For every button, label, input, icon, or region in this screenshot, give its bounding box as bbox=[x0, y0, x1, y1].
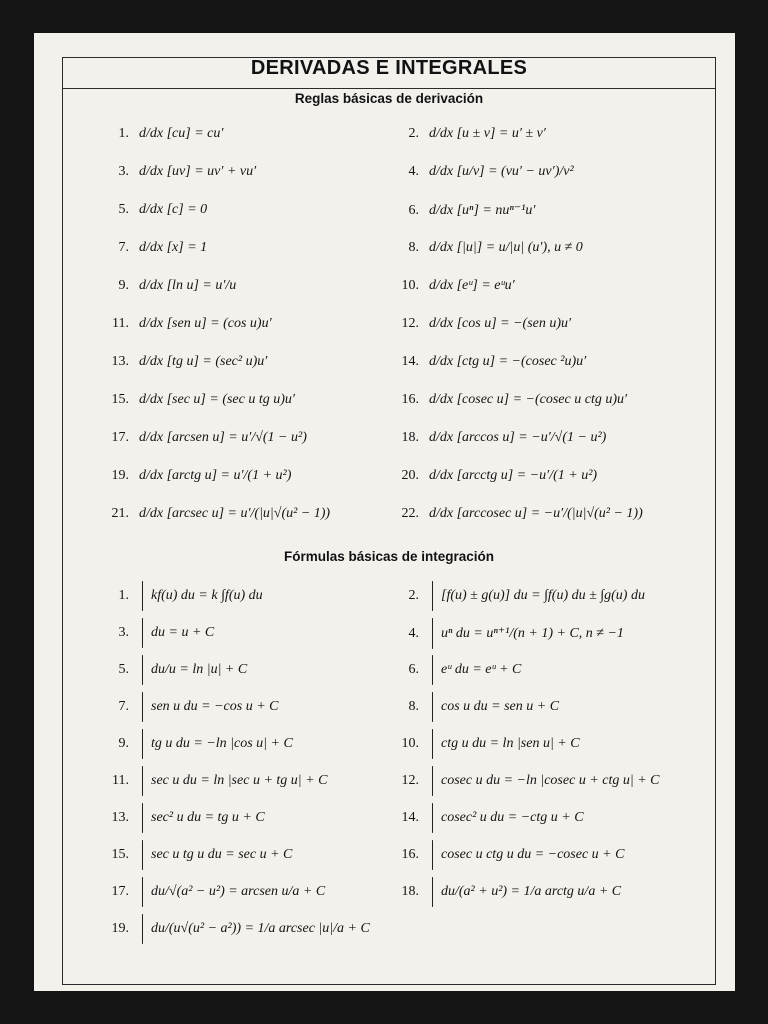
derivative-rule-number: 2. bbox=[408, 126, 419, 141]
integral-formula-4 bbox=[389, 625, 624, 642]
derivative-rule-8 bbox=[389, 240, 583, 256]
integral-formula-formula: du = u + C bbox=[139, 625, 214, 641]
integration-heading: Fórmulas básicas de integración bbox=[283, 549, 495, 564]
derivative-rule-number: 19. bbox=[111, 468, 129, 483]
derivative-rule-number: 14. bbox=[401, 354, 419, 369]
derivation-heading: Reglas básicas de derivación bbox=[294, 91, 484, 106]
derivative-rule-2 bbox=[389, 126, 546, 142]
integral-formula-number: 9. bbox=[118, 736, 129, 751]
derivative-rule-formula: d/dx [eᵘ] = eᵘu′ bbox=[429, 278, 515, 293]
derivative-rule-9 bbox=[99, 278, 236, 294]
integral-formula-number: 3. bbox=[118, 625, 129, 640]
scanned-page bbox=[34, 33, 735, 991]
integral-formula-number: 13. bbox=[111, 810, 129, 825]
integral-formula-number: 12. bbox=[401, 773, 419, 788]
derivative-rule-5 bbox=[99, 202, 207, 218]
integral-formula-10 bbox=[389, 736, 580, 752]
integral-formula-15 bbox=[99, 847, 292, 863]
derivative-rule-number: 11. bbox=[112, 316, 129, 331]
derivative-rule-number: 10. bbox=[401, 278, 419, 293]
derivative-rule-number: 15. bbox=[111, 392, 129, 407]
integral-formula-12 bbox=[389, 773, 660, 789]
derivative-rule-formula: d/dx [uⁿ] = nuⁿ⁻¹u′ bbox=[429, 203, 536, 218]
integral-formula-formula: sec² u du = tg u + C bbox=[139, 810, 265, 826]
derivative-rule-formula: d/dx [arccos u] = −u′/√(1 − u²) bbox=[429, 430, 607, 445]
integral-formula-number: 6. bbox=[408, 662, 419, 677]
integral-formula-number: 2. bbox=[408, 588, 419, 603]
integral-formula-number: 10. bbox=[401, 736, 419, 751]
integral-formula-19 bbox=[99, 921, 370, 937]
integral-formula-formula: sec u tg u du = sec u + C bbox=[139, 847, 292, 863]
integral-formula-formula: du/(a² + u²) = 1/a arctg u/a + C bbox=[429, 884, 621, 900]
derivative-rule-number: 4. bbox=[408, 164, 419, 179]
derivative-rule-1 bbox=[99, 126, 223, 142]
derivative-rule-formula: d/dx [cosec u] = −(cosec u ctg u)u′ bbox=[429, 392, 628, 407]
derivative-rule-number: 3. bbox=[118, 164, 129, 179]
derivative-rule-number: 18. bbox=[401, 430, 419, 445]
integral-formula-formula: cosec² u du = −ctg u + C bbox=[429, 810, 584, 826]
derivative-rule-20 bbox=[389, 468, 597, 484]
derivative-rule-18 bbox=[389, 430, 606, 446]
integral-formula-formula: sen u du = −cos u + C bbox=[139, 699, 279, 715]
page-frame bbox=[62, 57, 716, 985]
integral-formula-number: 5. bbox=[118, 662, 129, 677]
derivative-rule-14 bbox=[389, 354, 586, 370]
integral-formula-11 bbox=[99, 773, 327, 789]
integral-formula-number: 4. bbox=[408, 625, 419, 641]
title-divider bbox=[63, 88, 715, 89]
derivative-rule-formula: d/dx [ctg u] = −(cosec ²u)u′ bbox=[429, 354, 587, 369]
derivative-rule-19 bbox=[99, 468, 291, 484]
integral-formula-14 bbox=[389, 810, 584, 826]
integral-formula-formula: ctg u du = ln |sen u| + C bbox=[429, 736, 580, 752]
derivative-rule-number: 9. bbox=[118, 278, 129, 293]
integral-formula-8 bbox=[389, 699, 559, 715]
derivative-rule-number: 21. bbox=[111, 506, 129, 521]
derivative-rule-4 bbox=[389, 164, 574, 180]
integral-formula-7 bbox=[99, 699, 279, 715]
integral-formula-6 bbox=[389, 662, 521, 678]
integral-formula-formula: uⁿ du = uⁿ⁺¹/(n + 1) + C, n ≠ −1 bbox=[429, 625, 624, 642]
derivative-rule-formula: d/dx [arcctg u] = −u′/(1 + u²) bbox=[429, 468, 598, 483]
derivative-rule-number: 5. bbox=[118, 202, 129, 217]
integral-formula-number: 18. bbox=[401, 884, 419, 899]
derivative-rule-13 bbox=[99, 354, 267, 370]
integral-formula-number: 7. bbox=[118, 699, 129, 714]
derivative-rule-formula: d/dx [arcsen u] = u′/√(1 − u²) bbox=[139, 430, 307, 445]
derivative-rule-formula: d/dx [arcsec u] = u′/(|u|√(u² − 1)) bbox=[139, 506, 331, 521]
derivative-rule-3 bbox=[99, 164, 256, 180]
derivative-rule-formula: d/dx [arctg u] = u′/(1 + u²) bbox=[139, 468, 292, 483]
derivative-rule-21 bbox=[99, 506, 330, 522]
integral-formula-5 bbox=[99, 662, 247, 678]
integral-formula-number: 16. bbox=[401, 847, 419, 862]
integral-formula-number: 8. bbox=[408, 699, 419, 714]
derivative-rule-12 bbox=[389, 316, 571, 332]
derivative-rule-number: 7. bbox=[118, 240, 129, 255]
integral-formula-formula: cos u du = sen u + C bbox=[429, 699, 559, 715]
integral-formula-3 bbox=[99, 625, 214, 641]
derivative-rule-formula: d/dx [ln u] = u′/u bbox=[139, 278, 237, 293]
derivative-rule-formula: d/dx [cu] = cu′ bbox=[139, 126, 224, 141]
integral-formula-formula: tg u du = −ln |cos u| + C bbox=[139, 736, 293, 752]
integral-formula-formula: cosec u du = −ln |cosec u + ctg u| + C bbox=[429, 773, 660, 789]
integral-formula-formula: du/u = ln |u| + C bbox=[139, 662, 247, 678]
derivative-rule-7 bbox=[99, 240, 207, 256]
derivative-rule-number: 12. bbox=[401, 316, 419, 331]
integral-formula-number: 15. bbox=[111, 847, 129, 862]
integral-formula-formula: du/(u√(u² − a²)) = 1/a arcsec |u|/a + C bbox=[139, 921, 370, 937]
derivative-rule-number: 20. bbox=[401, 468, 419, 483]
integral-formula-number: 14. bbox=[401, 810, 419, 825]
integral-formula-17 bbox=[99, 884, 325, 900]
integral-formula-formula: du/√(a² − u²) = arcsen u/a + C bbox=[139, 884, 325, 900]
derivative-rule-15 bbox=[99, 392, 295, 408]
derivative-rule-number: 8. bbox=[408, 240, 419, 255]
integral-formula-formula: cosec u ctg u du = −cosec u + C bbox=[429, 847, 624, 863]
integral-formula-formula: sec u du = ln |sec u + tg u| + C bbox=[139, 773, 327, 789]
derivative-rule-formula: d/dx [cos u] = −(sen u)u′ bbox=[429, 316, 572, 331]
integral-formula-9 bbox=[99, 736, 293, 752]
derivative-rule-number: 16. bbox=[401, 392, 419, 407]
derivative-rule-formula: d/dx [arccosec u] = −u′/(|u|√(u² − 1)) bbox=[429, 506, 643, 521]
derivative-rule-formula: d/dx [sen u] = (cos u)u′ bbox=[139, 316, 272, 331]
integral-formula-13 bbox=[99, 810, 265, 826]
integral-formula-formula: [f(u) ± g(u)] du = ∫f(u) du ± ∫g(u) du bbox=[429, 588, 645, 604]
derivative-rule-formula: d/dx [x] = 1 bbox=[139, 240, 208, 255]
derivative-rule-formula: d/dx [tg u] = (sec² u)u′ bbox=[139, 354, 268, 369]
derivative-rule-formula: d/dx [|u|] = u/|u| (u′), u ≠ 0 bbox=[429, 240, 583, 255]
integral-formula-18 bbox=[389, 884, 621, 900]
integral-formula-16 bbox=[389, 847, 624, 863]
derivative-rule-formula: d/dx [u/v] = (vu′ − uv′)/v² bbox=[429, 164, 574, 179]
integral-formula-number: 11. bbox=[112, 773, 129, 788]
derivative-rule-formula: d/dx [sec u] = (sec u tg u)u′ bbox=[139, 392, 295, 407]
derivative-rule-number: 1. bbox=[118, 126, 129, 141]
integral-formula-number: 1. bbox=[118, 588, 129, 603]
derivative-rule-11 bbox=[99, 316, 272, 332]
integral-formula-number: 19. bbox=[111, 921, 129, 936]
integral-formula-formula: eᵘ du = eᵘ + C bbox=[429, 662, 521, 678]
derivative-rule-formula: d/dx [u ± v] = u′ ± v′ bbox=[429, 126, 546, 141]
derivative-rule-formula: d/dx [uv] = uv′ + vu′ bbox=[139, 164, 257, 179]
derivative-rule-10 bbox=[389, 278, 515, 294]
derivative-rule-formula: d/dx [c] = 0 bbox=[139, 202, 208, 217]
derivative-rule-number: 17. bbox=[111, 430, 129, 445]
derivative-rule-22 bbox=[389, 506, 643, 522]
derivative-rule-17 bbox=[99, 430, 307, 446]
derivative-rule-number: 22. bbox=[401, 506, 419, 521]
derivative-rule-number: 6. bbox=[408, 202, 419, 218]
derivative-rule-number: 13. bbox=[111, 354, 129, 369]
page-title: DERIVADAS E INTEGRALES bbox=[250, 57, 528, 79]
derivative-rule-6 bbox=[389, 202, 535, 219]
derivative-rule-16 bbox=[389, 392, 627, 408]
integral-formula-formula: kf(u) du = k ∫f(u) du bbox=[139, 588, 263, 604]
integral-formula-1 bbox=[99, 588, 263, 604]
integral-formula-2 bbox=[389, 588, 645, 604]
integral-formula-number: 17. bbox=[111, 884, 129, 899]
